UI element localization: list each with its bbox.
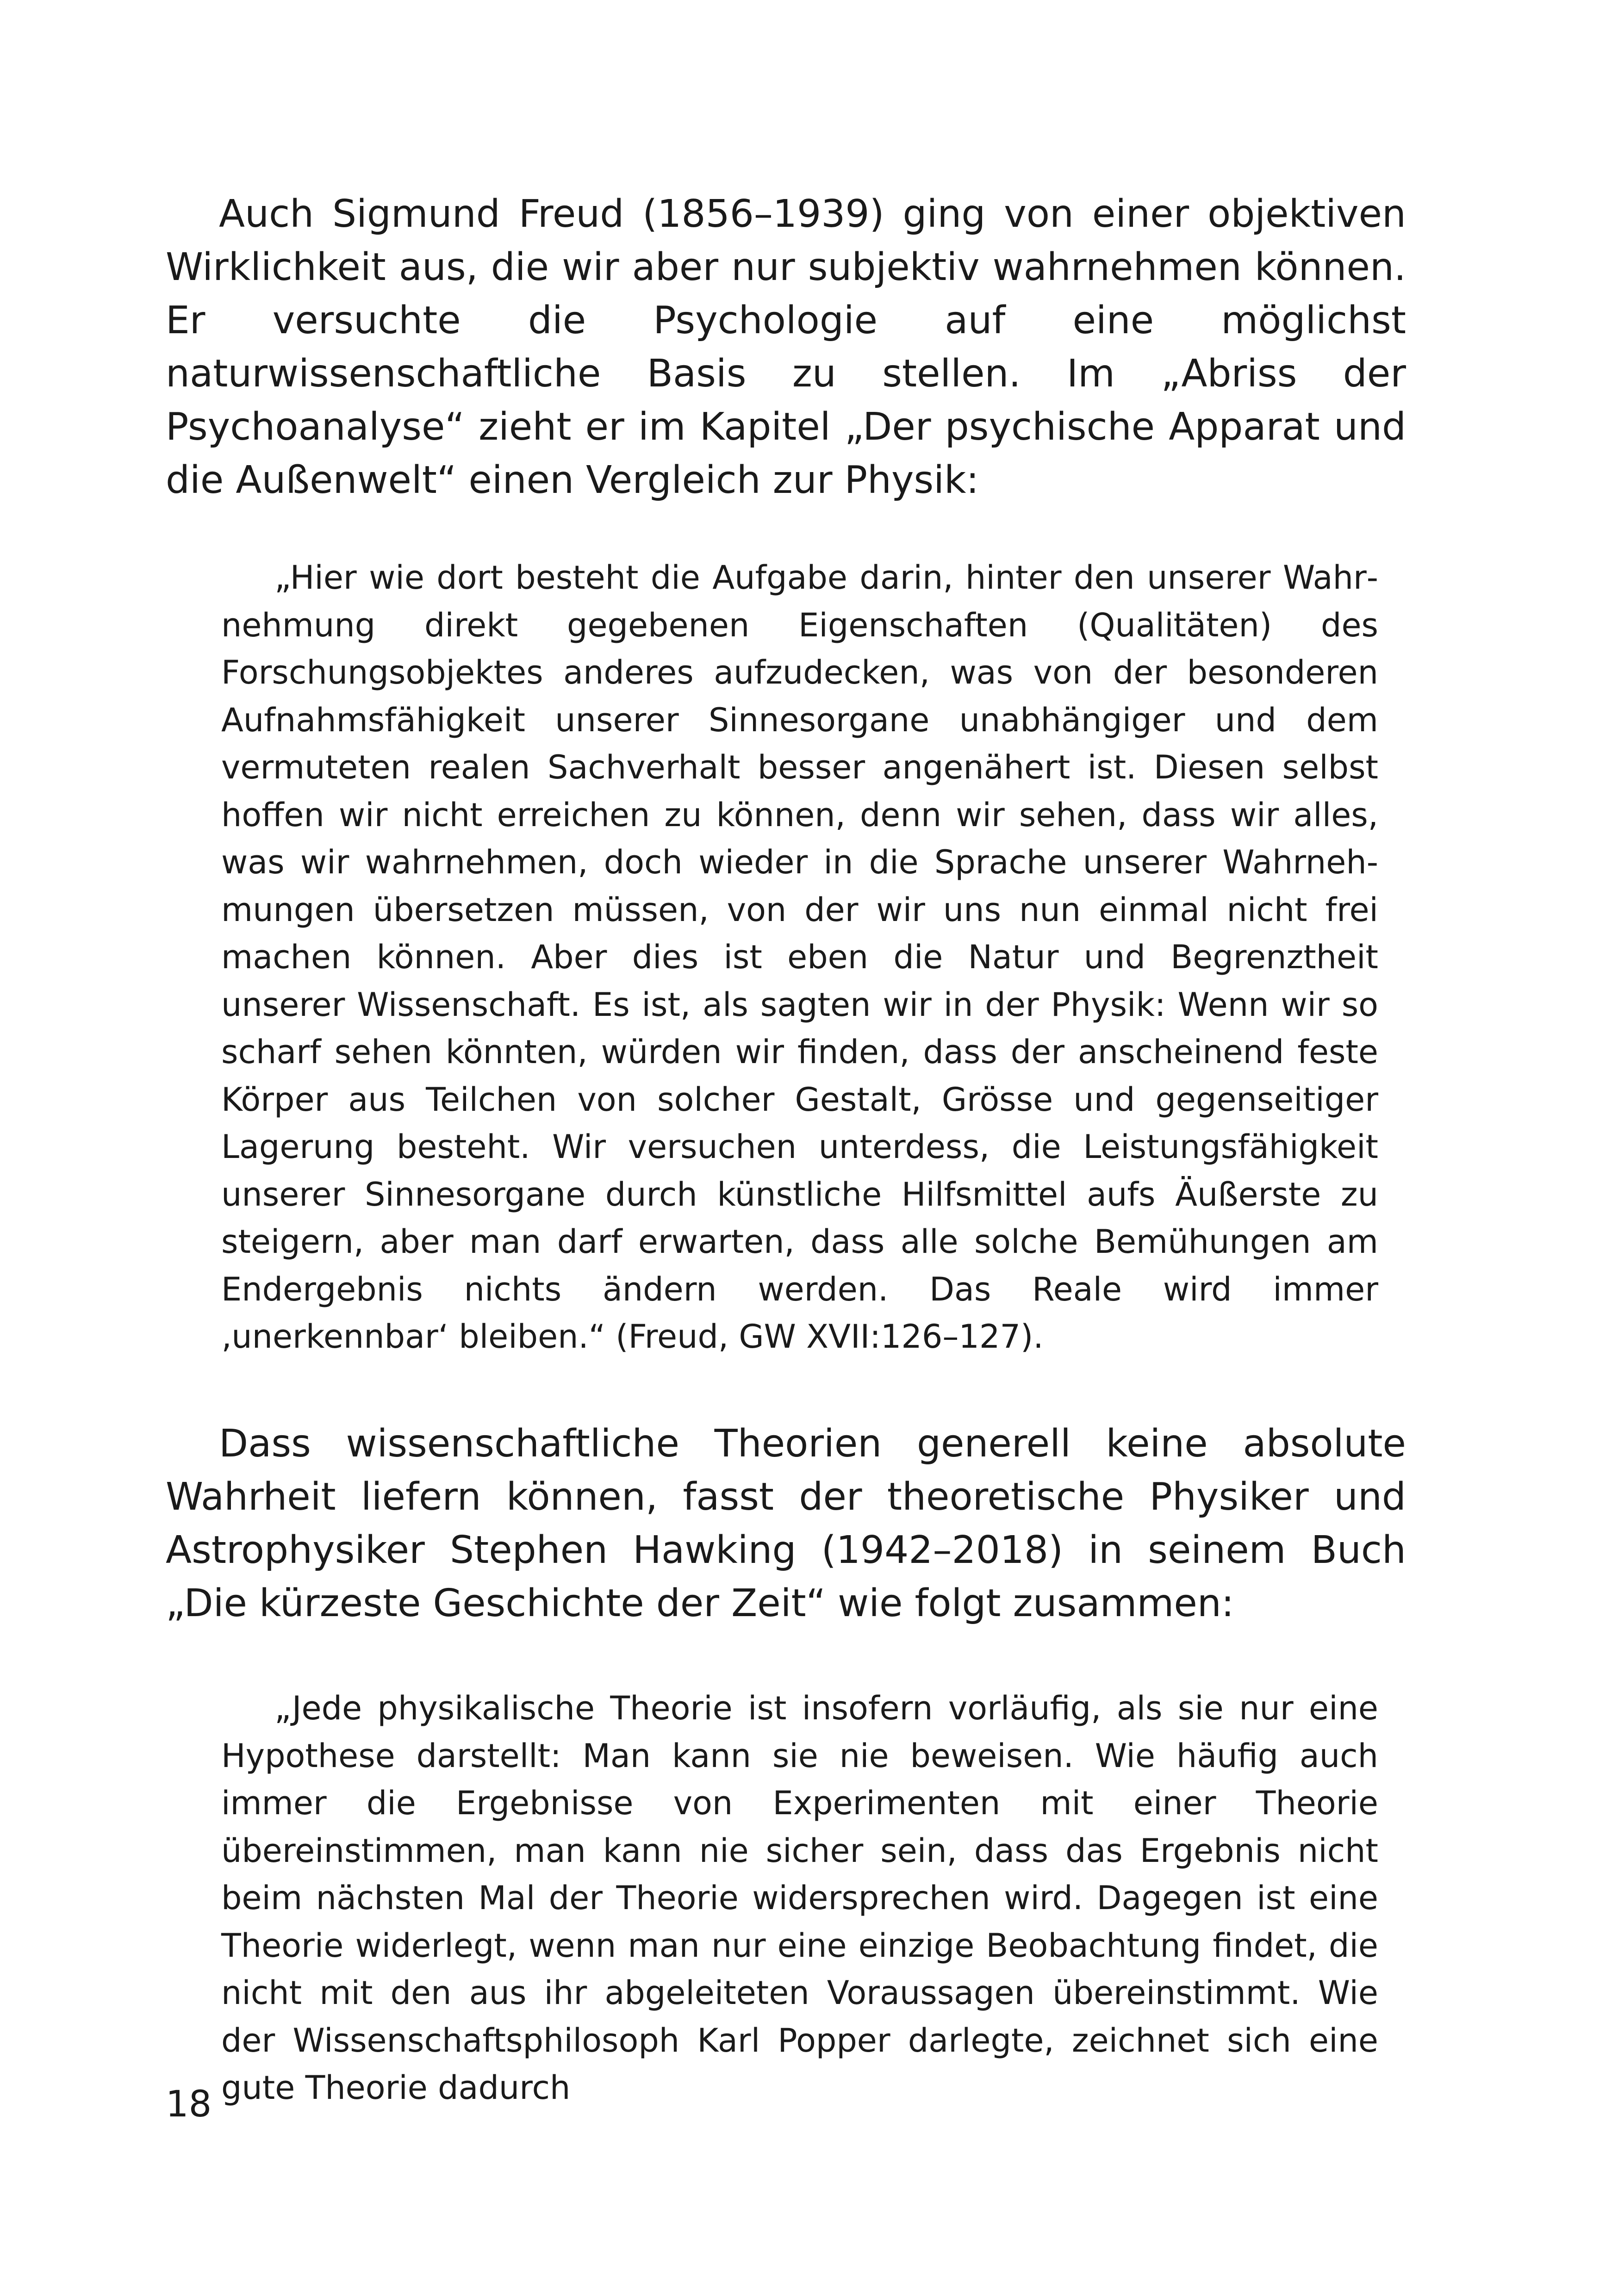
page-number: 18	[166, 2084, 212, 2125]
body-paragraph-freud-intro: Auch Sigmund Freud (1856–1939) ging von einer objektiven Wirklichkeit aus, die wir aber nur subjektiv wahrnehmen können. Er versuchte die Psychologie auf eine möglichst naturwissenschaftliche Basis zu stellen. Im „Abriss der Psychoanalyse“ zieht er im Kapitel „Der psychische Apparat und die Außenwelt“ einen Vergleich zur Physik:	[166, 192, 1406, 502]
block-quote-freud: „Hier wie dort besteht die Aufgabe darin, hinter den unserer Wahrnehmung direkt gegebenen Eigenschaften (Qualitäten) des Forschungsobjektes anderes aufzudecken, was von der besonderen Aufnahmsfähigkeit unserer Sinnesorgane unabhängiger und dem vermuteten realen Sachverhalt besser angenähert ist. Diesen selbst hoffen wir nicht erreichen zu können, denn wir sehen, dass wir alles, was wir wahrnehmen, doch wieder in die Sprache unserer Wahrnehmungen übersetzen müssen, von der wir uns nun einmal nicht frei machen können. Aber dies ist eben die Natur und Begrenztheit unserer Wissenschaft. Es ist, als sagten wir in der Physik: Wenn wir so scharf sehen könnten, würden wir finden, dass der anscheinend feste Körper aus Teilchen von solcher Gestalt, Grösse und gegenseitiger Lagerung besteht. Wir versuchen unterdess, die Leistungsfähigkeit unserer Sinnesorgane durch künstliche Hilfsmittel aufs Äußerste zu steigern, aber man darf erwarten, dass alle solche Bemühungen am Endergebnis nichts ändern werden. Das Reale wird immer ‚unerkennbar‘ bleiben.“ (Freud, GW XVII:126–127).	[221, 559, 1378, 1356]
block-quote-hawking: „Jede physikalische Theorie ist insofern vorläufig, als sie nur eine Hypothese darstellt: Man kann sie nie beweisen. Wie häufig auch immer die Ergebnisse von Experimenten mit einer Theorie übereinstimmen, man kann nie sicher sein, dass das Ergebnis nicht beim nächsten Mal der Theorie widersprechen wird. Dagegen ist eine Theorie widerlegt, wenn man nur eine einzige Beobachtung findet, die nicht mit den aus ihr abgeleiteten Voraussagen übereinstimmt. Wie der Wissenschaftsphilosoph Karl Popper darlegte, zeichnet sich eine gute Theorie dadurch	[221, 1689, 1378, 2107]
body-paragraph-hawking-intro: Dass wissenschaftliche Theorien generell keine absolute Wahrheit liefern können, fasst der theoretische Physiker und Astrophysiker Stephen Hawking (1942–2018) in seinem Buch „Die kürzeste Geschichte der Zeit“ wie folgt zusammen:	[166, 1422, 1406, 1625]
